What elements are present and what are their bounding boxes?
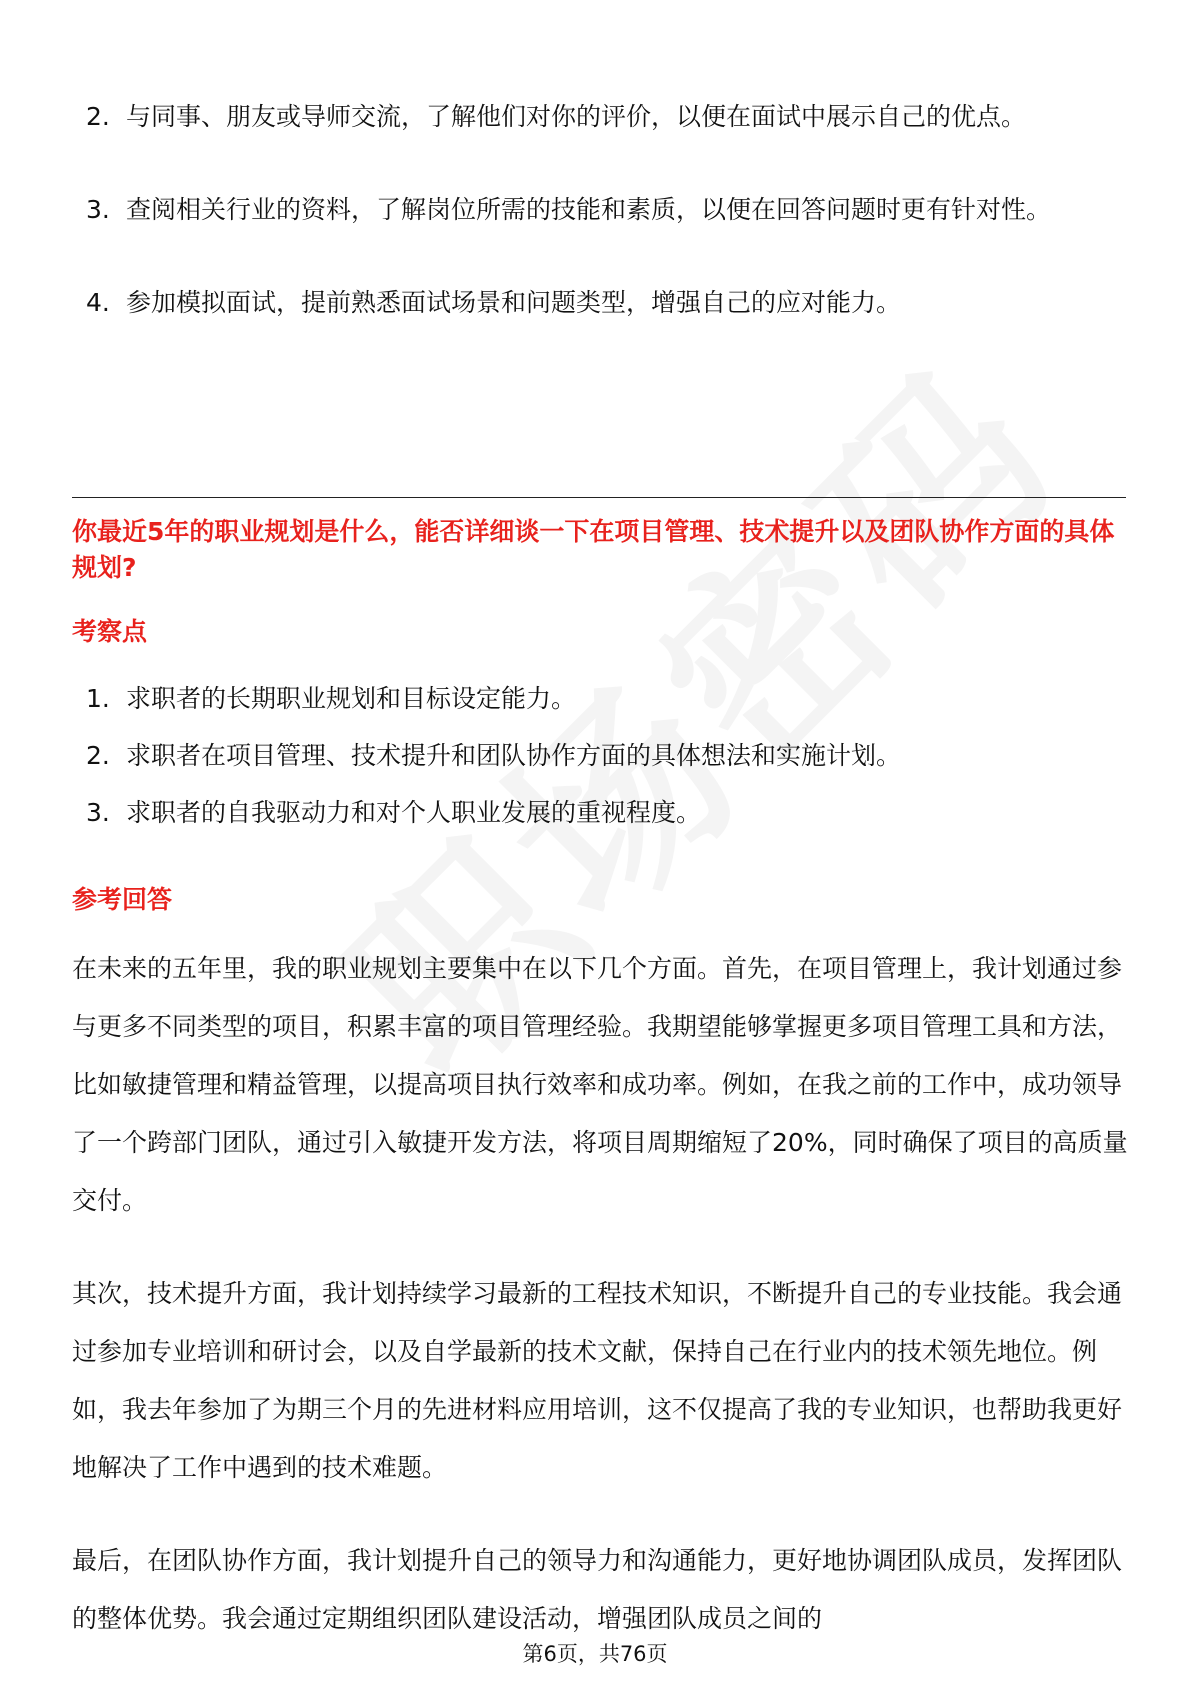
list-text: 参加模拟面试，提前熟悉面试场景和问题类型，增强自己的应对能力。 [126, 288, 902, 317]
list-text: 与同事、朋友或导师交流，了解他们对你的评价，以便在面试中展示自己的优点。 [126, 102, 1027, 131]
list-number: 4. [86, 288, 110, 317]
list-text: 求职者的自我驱动力和对个人职业发展的重视程度。 [126, 798, 702, 827]
answer-paragraph: 最后，在团队协作方面，我计划提升自己的领导力和沟通能力，更好地协调团队成员，发挥团队的整体优势。我会通过定期组织团队建设活动，增强团队成员之间的 [72, 1546, 1123, 1633]
list-item [86, 181, 1126, 239]
list-item [86, 741, 1126, 771]
list-text: 求职者在项目管理、技术提升和团队协作方面的具体想法和实施计划。 [126, 741, 902, 770]
list-number: 1. [86, 684, 110, 713]
reference-answer [72, 940, 1128, 1683]
list-number: 2. [86, 102, 110, 131]
kaocha-list [86, 684, 1126, 855]
list-number: 2. [86, 741, 110, 770]
list-item [86, 798, 1126, 828]
page-number-footer: 第6页，共76页 [522, 1642, 668, 1666]
section-divider [72, 497, 1126, 498]
kaocha-heading: 考察点 [72, 617, 148, 646]
list-item [86, 684, 1126, 714]
list-item [86, 88, 1126, 146]
question-heading: 你最近5年的职业规划是什么，能否详细谈一下在项目管理、技术提升以及团队协作方面的具体规划? [72, 517, 1115, 582]
list-number: 3. [86, 798, 110, 827]
reference-heading: 参考回答 [72, 885, 173, 914]
list-item [86, 274, 1126, 332]
list-number: 3. [86, 195, 110, 224]
answer-paragraph: 其次，技术提升方面，我计划持续学习最新的工程技术知识，不断提升自己的专业技能。我会通过参加专业培训和研讨会，以及自学最新的技术文献，保持自己在行业内的技术领先地位。例如，我去年参加了为期三个月的先进材料应用培训，这不仅提高了我的专业知识，也帮助我更好地解决了工作中遇到的技术难题。 [72, 1279, 1123, 1482]
prev-ordered-list [86, 88, 1126, 367]
list-text: 求职者的长期职业规划和目标设定能力。 [126, 684, 577, 713]
answer-paragraph: 在未来的五年里，我的职业规划主要集中在以下几个方面。首先，在项目管理上，我计划通过参与更多不同类型的项目，积累丰富的项目管理经验。我期望能够掌握更多项目管理工具和方法，比如敏捷管理和精益管理，以提高项目执行效率和成功率。例如，在我之前的工作中，成功领导了一个跨部门团队，通过引入敏捷开发方法，将项目周期缩短了20%，同时确保了项目的高质量交付。 [72, 954, 1128, 1215]
list-text: 查阅相关行业的资料，了解岗位所需的技能和素质，以便在回答问题时更有针对性。 [126, 195, 1052, 224]
